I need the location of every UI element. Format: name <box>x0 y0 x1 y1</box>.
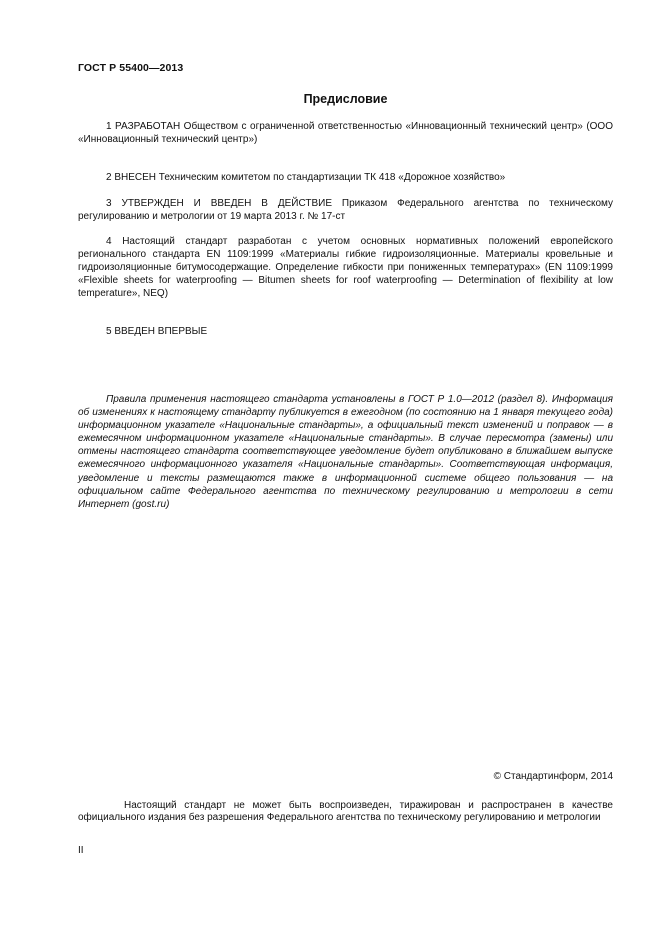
application-rules-notice: Правила применения настоящего стандарта установлены в ГОСТ Р 1.0—2012 (раздел 8). Информация об изменениях к настоящему стандарту публикуется в ежегодном (по состоянию на 1 января текущего года) информационном указателе «Национальные стандарты», а официальный текст изменений и поправок — в ежемесячном информационном указателе «Национальные стандарты». В случае пересмотра (замены) или отмены настоящего стандарта соответствующее уведомление будет опубликовано в ближайшем выпуске ежемесячного информационного указателя «Национальные стандарты». Соответствующая информация, уведомление и тексты размещаются также в информационной системе общего пользования — на официальном сайте Федерального агентства по техническому регулированию и метрологии в сети Интернет (gost.ru) <box>78 394 613 510</box>
document-code-header: ГОСТ Р 55400—2013 <box>78 62 184 74</box>
copyright-notice: © Стандартинформ, 2014 <box>493 771 613 782</box>
paragraph-4-basis: 4 Настоящий стандарт разработан с учетом основных нормативных положений европейского регионального стандарта EN 1109:1999 «Материалы гибкие гидроизоляционные. Материалы кровельные и гидроизоляционные битумосодержащие. Определение гибкости при пониженных температурах» (EN 1109:1999 «Flexible sheets for waterproofing — Bitumen sheets for roof waterproofing — Determination of flexibility at low temperature», NEQ) <box>78 236 613 299</box>
reproduction-rights-notice: Настоящий стандарт не может быть воспроизведен, тиражирован и распространен в качестве официального издания без разрешения Федерального агентства по техническому регулированию и метрологии <box>78 800 613 823</box>
paragraph-2-submitted: 2 ВНЕСЕН Техническим комитетом по стандартизации ТК 418 «Дорожное хозяйство» <box>106 172 506 183</box>
paragraph-1-developed: 1 РАЗРАБОТАН Обществом с ограниченной ответственностью «Инновационный технический центр» (ООО «Инновационный технический центр») <box>78 121 613 145</box>
page-title: Предисловие <box>303 92 388 106</box>
paragraph-5-introduced: 5 ВВЕДЕН ВПЕРВЫЕ <box>106 326 208 337</box>
page-number: II <box>78 845 84 856</box>
paragraph-3-approved: 3 УТВЕРЖДЕН И ВВЕДЕН В ДЕЙСТВИЕ Приказом Федерального агентства по техническому регулированию и метрологии от 19 марта 2013 г. № 17-ст <box>78 198 613 222</box>
